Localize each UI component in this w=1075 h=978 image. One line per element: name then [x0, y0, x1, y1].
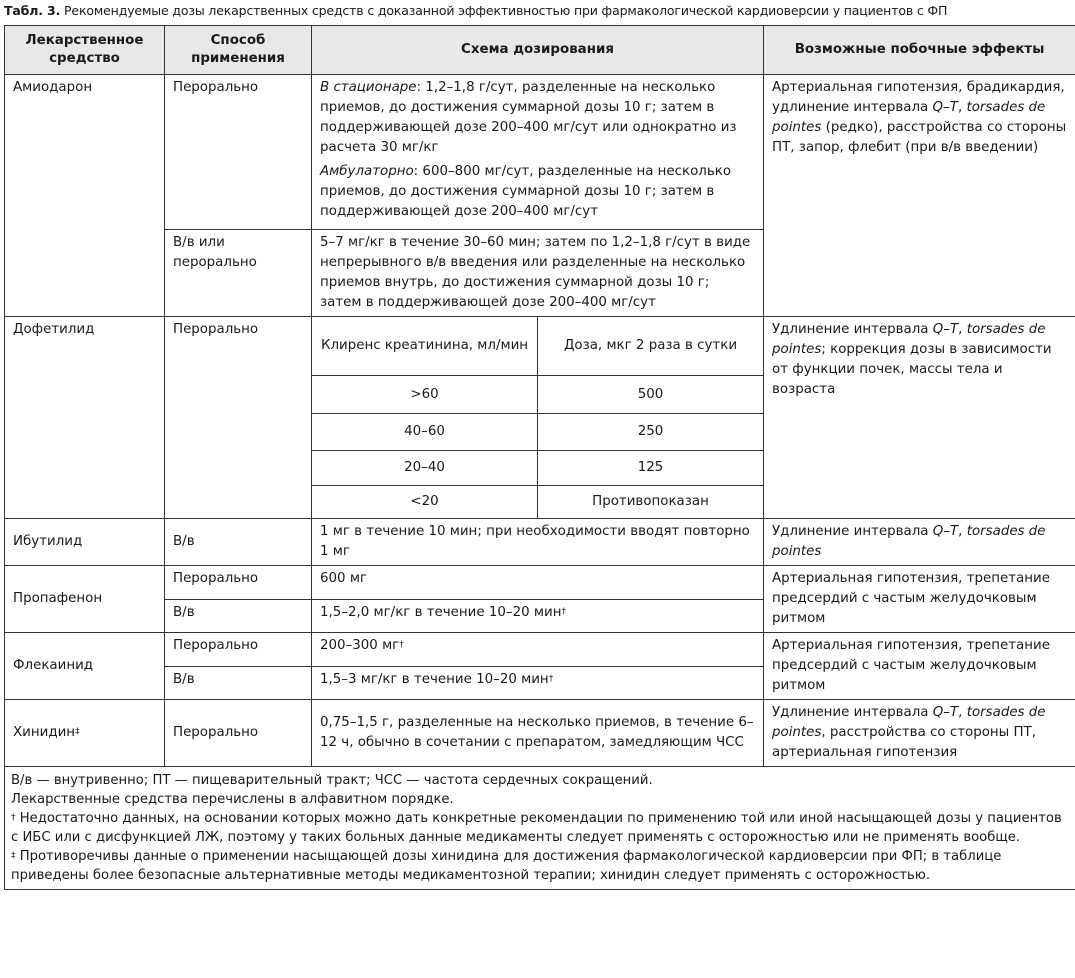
side-tdp: torsades de pointes [772, 322, 1046, 357]
dosing-cell [312, 599, 764, 633]
side-qt: Q–T [932, 524, 959, 539]
side-qt: Q–T [932, 322, 959, 337]
drug-name: Хинидин [13, 725, 76, 740]
dosing-cell: 1 мг в течение 10 мин; при необходимости вводят повторно 1 мг [312, 519, 764, 566]
dose-value: 500 [538, 375, 764, 413]
footnote-mark: † [11, 813, 16, 823]
drug-propafenone: Пропафенон [5, 566, 165, 633]
note-abbreviations: В/в — внутривенно; ПТ — пищеварительный тракт; ЧСС — частота сердечных сокращений. [11, 773, 653, 788]
footnote-mark: ‡ [75, 727, 80, 737]
header-clearance: Клиренс креатинина, мл/мин [312, 317, 538, 375]
dosing-cell: 5–7 мг/кг в течение 30–60 мин; затем по 1,2–1,8 г/сут в виде непрерывного в/в введения или разделенные на несколько приемов внутрь, до достижения суммарной дозы 10 г; затем в поддерживающей дозе 200–400 мг/сут [312, 230, 764, 317]
creatinine-table [312, 317, 763, 518]
clearance-value: <20 [312, 485, 538, 518]
drug-quinidine [5, 700, 165, 767]
header-dosing: Схема дозирования [312, 26, 764, 75]
side-tdp: torsades de pointes [772, 100, 1046, 135]
clearance-value: >60 [312, 375, 538, 413]
note-dagger [11, 809, 1069, 847]
dose-outpatient-label: Амбулаторно [320, 164, 414, 179]
dose-outpatient-text: : 600–800 мг/сут, разделенные на несколько приемов, до достижения суммарной дозы 10 г; затем в поддерживающей дозе 200–400 мг/сут [320, 164, 732, 219]
side-effects-cell [764, 519, 1075, 566]
table-row [5, 519, 1075, 566]
notes-row [5, 767, 1075, 890]
side-text: , [958, 705, 967, 720]
note-double-dagger [11, 847, 1069, 885]
route-cell: Перорально [165, 566, 312, 600]
side-effects-cell [764, 75, 1075, 317]
route-cell: Перорально [165, 633, 312, 667]
clearance-value: 40–60 [312, 413, 538, 450]
dosing-cell [312, 75, 764, 230]
route-cell: Перорально [165, 317, 312, 519]
side-text: Артериальная гипотензия, брадикардия, удлинение интервала [772, 80, 1065, 115]
footnote-mark: † [561, 606, 566, 617]
dose-inpatient [320, 78, 755, 158]
side-effects-cell: Артериальная гипотензия, трепетание предсердий с частым желудочковым ритмом [764, 633, 1075, 700]
note-order: Лекарственные средства перечислены в алфавитном порядке. [11, 792, 454, 807]
note-text: Недостаточно данных, на основании которых можно дать конкретные рекомендации по применению той или иной насыщающей дозы у пациентов с ИБС или с дисфункцией ЛЖ, поэтому у таких больных данные медикаменты следует применять с осторожностью или не применять вообще. [11, 811, 1062, 845]
route-cell: В/в [165, 666, 312, 700]
table-row [5, 566, 1075, 600]
dosing-cell [312, 633, 764, 667]
side-text: (редко), расстройства со стороны ПТ, запор, флебит (при в/в введении) [772, 120, 1067, 155]
side-text: , [958, 322, 967, 337]
route-cell: В/в или перорально [165, 230, 312, 317]
footnote-mark: † [399, 640, 404, 650]
route-cell: В/в [165, 519, 312, 566]
side-text: ; коррекция дозы в зависимости от функции почек, массы тела и возраста [772, 342, 1052, 397]
side-text: Удлинение интервала [772, 705, 933, 720]
header-dose: Доза, мкг 2 раза в сутки [538, 317, 764, 375]
side-effects-cell [764, 317, 1075, 519]
table-row [5, 633, 1075, 667]
dose-value: 250 [538, 413, 764, 450]
drug-flecainide: Флекаинид [5, 633, 165, 700]
dose-value: 125 [538, 450, 764, 485]
table-row [5, 700, 1075, 767]
drug-dofetilide: Дофетилид [5, 317, 165, 519]
nested-row [312, 450, 763, 485]
dose-inpatient-label: В стационаре [320, 80, 417, 95]
note-text: Противоречивы данные о применении насыщающей дозы хинидина для достижения фармакологической кардиоверсии при ФП; в таблице приведены более безопасные альтернативные методы медикаментозной терапии; хинидин следует применять с осторожностью. [11, 849, 1002, 883]
dose-inpatient-text: : 1,2–1,8 г/сут, разделенные на несколько приемов, до достижения суммарной дозы 10 г; затем в поддерживающей дозе 200–400 мг/сут или однократно из расчета 30 мг/кг [320, 80, 737, 155]
table-caption-label: Табл. 3. [4, 3, 61, 18]
dosing-cell [312, 666, 764, 700]
table-caption [4, 3, 947, 18]
dose-value: Противопоказан [538, 485, 764, 518]
dosing-table [4, 25, 1075, 890]
dose-text: 200–300 мг [320, 638, 400, 653]
header-row [5, 26, 1075, 75]
footnote-mark: ‡ [11, 851, 16, 861]
header-drug: Лекарственное средство [5, 26, 165, 75]
dosing-cell [312, 317, 764, 519]
nested-row [312, 375, 763, 413]
nested-row [312, 413, 763, 450]
side-qt: Q–T [932, 100, 958, 115]
side-text: Удлинение интервала [772, 322, 933, 337]
side-text: , расстройства со стороны ПТ, артериальная гипотензия [772, 725, 1036, 760]
side-tdp: torsades de pointes [772, 524, 1046, 559]
side-text: , [958, 524, 967, 539]
route-cell: Перорально [165, 700, 312, 767]
dose-text: 1,5–3 мг/кг в течение 10–20 мин [320, 671, 549, 687]
side-qt: Q–T [932, 705, 959, 720]
table-caption-text: Рекомендуемые дозы лекарственных средств с доказанной эффективностью при фармакологической кардиоверсии у пациентов с ФП [60, 3, 948, 18]
dosing-cell: 600 мг [312, 566, 764, 600]
table-notes [5, 767, 1075, 890]
route-cell: Перорально [165, 75, 312, 230]
drug-ibutilide: Ибутилид [5, 519, 165, 566]
drug-amiodarone: Амиодарон [5, 75, 165, 317]
table-row [5, 317, 1075, 519]
nested-row [312, 485, 763, 518]
side-text: Удлинение интервала [772, 524, 933, 539]
table-row [5, 75, 1075, 230]
dose-text: 1,5–2,0 мг/кг в течение 10–20 мин [320, 604, 562, 620]
header-side-effects: Возможные побочные эффекты [764, 26, 1075, 75]
side-effects-cell [764, 700, 1075, 767]
footnote-mark: † [548, 673, 554, 684]
clearance-value: 20–40 [312, 450, 538, 485]
side-effects-cell: Артериальная гипотензия, трепетание предсердий с частым желудочковым ритмом [764, 566, 1075, 633]
side-tdp: torsades de pointes [772, 705, 1046, 740]
nested-header-row [312, 317, 763, 375]
dosing-cell: 0,75–1,5 г, разделенные на несколько приемов, в течение 6–12 ч, обычно в сочетании с препаратом, замедляющим ЧСС [312, 700, 764, 767]
route-cell: В/в [165, 599, 312, 633]
side-text: , [957, 100, 967, 115]
dose-outpatient [320, 162, 755, 222]
header-route: Способ применения [165, 26, 312, 75]
